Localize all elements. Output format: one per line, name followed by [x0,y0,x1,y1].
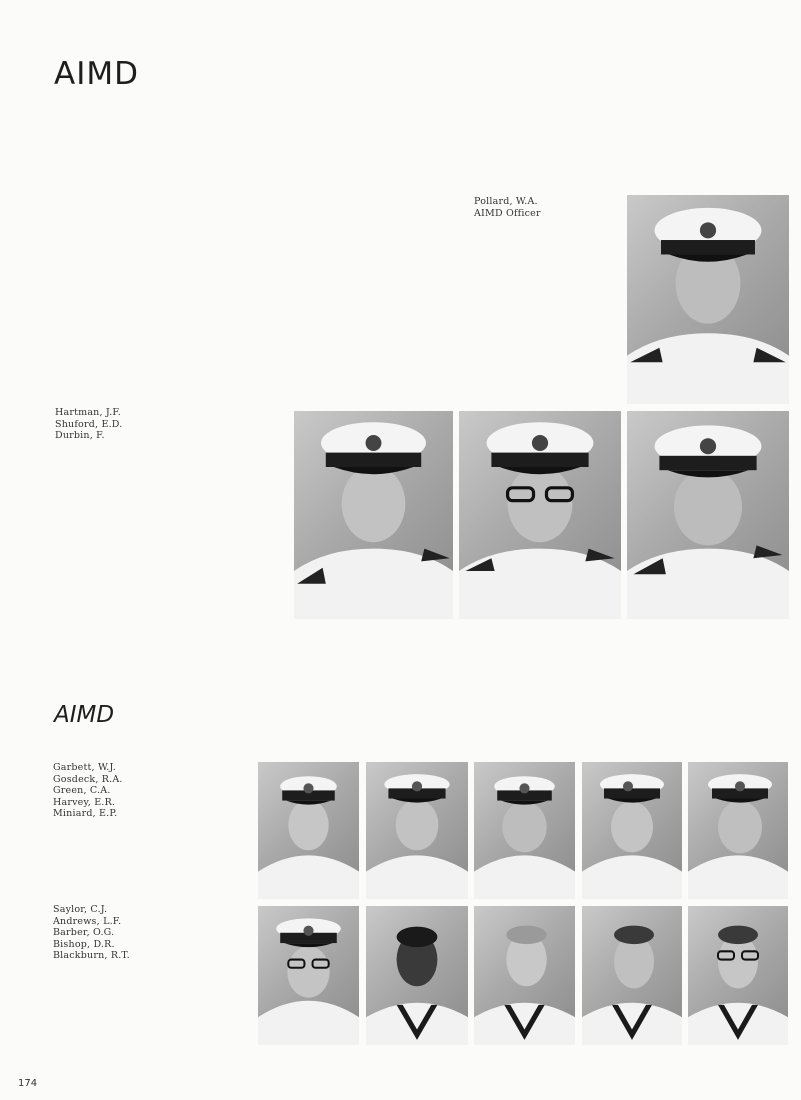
name-harvey: Harvey, E.R. [53,796,116,808]
portrait-shuford [459,411,621,619]
page-title: AIMD [54,56,139,92]
portrait-andrews [366,906,468,1045]
page-number: 174 [18,1078,38,1089]
enlisted-row1-caption [53,762,123,820]
officer-caption [474,196,541,219]
portrait-miniard [688,762,788,899]
name-barber: Barber, O.G. [53,927,115,938]
name-saylor: Saylor, C.J. [53,904,108,915]
officer-group-caption [55,407,123,442]
officer-portrait-pollard [627,195,789,404]
portrait-hartman [294,411,453,619]
portrait-gosdeck [366,762,468,899]
portrait-bishop [582,906,682,1045]
name-shuford: Shuford, E.D. [55,418,123,430]
name-bishop: Bishop, D.R. [53,938,115,950]
officer-role: AIMD Officer [474,207,541,219]
portrait-garbett [258,762,359,899]
officer-name: Pollard, W.A. [474,196,538,207]
name-durbin: Durbin, F. [55,430,105,441]
portrait-durbin [627,411,789,619]
name-garbett: Garbett, W.J. [53,762,116,773]
name-blackburn: Blackburn, R.T. [53,950,130,961]
name-green: Green, C.A. [53,785,111,796]
enlisted-row2-caption [53,904,130,962]
name-gosdeck: Gosdeck, R.A. [53,773,123,785]
portrait-blackburn [688,906,788,1045]
name-miniard: Miniard, E.P. [53,808,118,819]
portrait-saylor [258,906,359,1045]
section-subtitle: AIMD [54,702,115,728]
portrait-barber [474,906,575,1045]
name-andrews: Andrews, L.F. [53,915,122,927]
portrait-green [474,762,575,899]
name-hartman: Hartman, J.F. [55,407,121,418]
portrait-harvey [582,762,682,899]
